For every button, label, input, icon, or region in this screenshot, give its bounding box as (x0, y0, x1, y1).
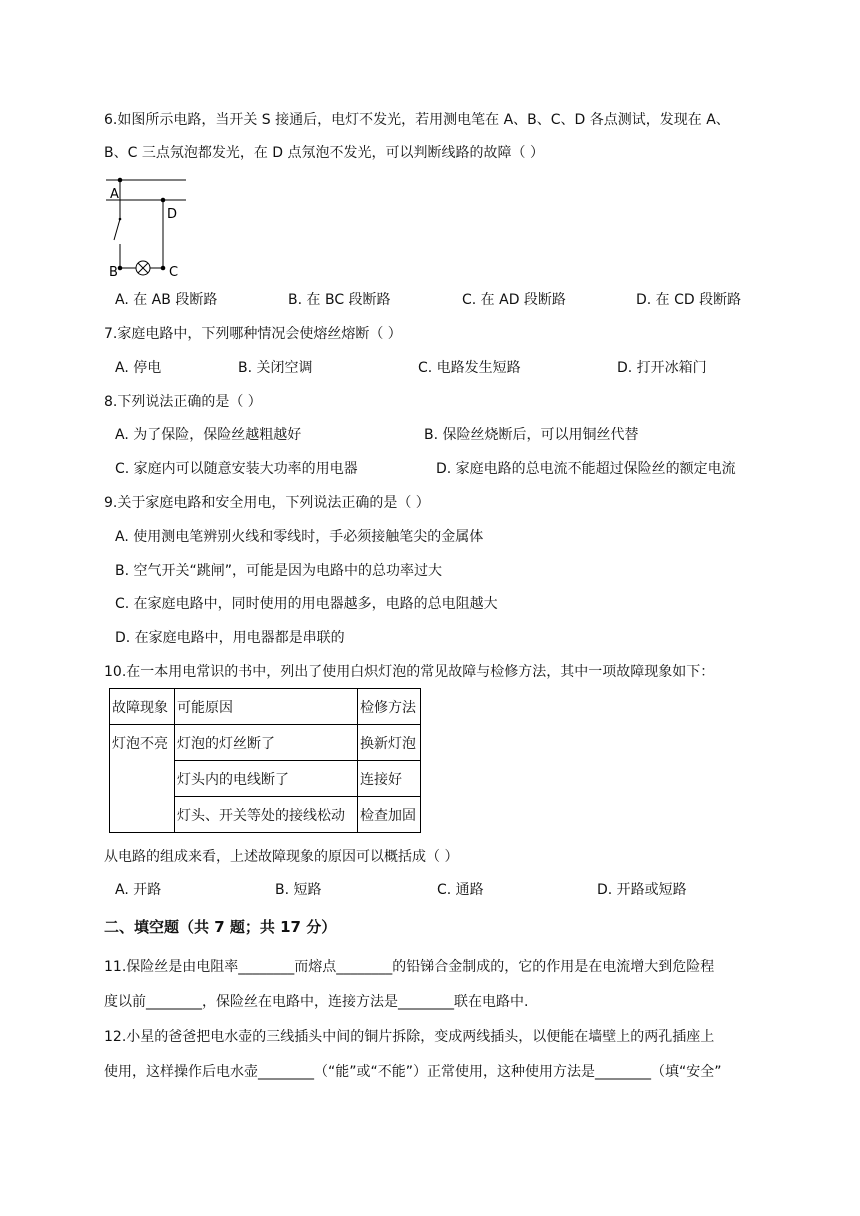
q7-stem: 7.家庭电路中，下列哪种情况会使熔丝熔断（ ） (104, 326, 402, 342)
table-header-cause: 可能原因 (175, 689, 358, 725)
q9-option-b[interactable]: B. 空气开关“跳闸”，可能是因为电路中的总功率过大 (115, 563, 443, 579)
q10-stem: 10.在一本用电常识的书中，列出了使用白炽灯泡的常见故障与检修方法，其中一项故障现象如下： (104, 664, 715, 680)
q7-option-a[interactable]: A. 停电 (115, 360, 162, 376)
q8-option-b[interactable]: B. 保险丝烧断后，可以用铜丝代替 (424, 427, 639, 443)
label-b: B (109, 265, 118, 278)
table-cell-cause: 灯泡的灯丝断了 (175, 725, 358, 761)
q6-stem-line2: B、C 三点氖泡都发光，在 D 点氖泡不发光，可以判断线路的故障（ ） (104, 145, 544, 161)
q7-option-b[interactable]: B. 关闭空调 (238, 360, 313, 376)
q10-after-text: 从电路的组成来看，上述故障现象的原因可以概括成（ ） (104, 849, 459, 865)
q6-circuit-figure (104, 172, 194, 278)
q10-option-a[interactable]: A. 开路 (115, 882, 162, 898)
q9-option-c[interactable]: C. 在家庭电路中，同时使用的用电器越多，电路的总电阻越大 (115, 596, 498, 612)
q9-stem: 9.关于家庭电路和安全用电，下列说法正确的是（ ） (104, 495, 430, 511)
q10-option-b[interactable]: B. 短路 (275, 882, 322, 898)
q9-option-a[interactable]: A. 使用测电笔辨别火线和零线时，手必须接触笔尖的金属体 (115, 529, 484, 545)
q8-option-c[interactable]: C. 家庭内可以随意安装大功率的用电器 (115, 461, 358, 477)
label-c: C (169, 265, 179, 278)
q8-option-a[interactable]: A. 为了保险，保险丝越粗越好 (115, 427, 302, 443)
table-cell-fix: 换新灯泡 (358, 725, 421, 761)
q8-stem: 8.下列说法正确的是（ ） (104, 394, 262, 410)
label-d: D (167, 207, 178, 222)
q10-option-c[interactable]: C. 通路 (437, 882, 484, 898)
q11-line1: 11.保险丝是由电阻率________而熔点________的铅锑合金制成的，它的作用是在电流增大到危险程 (104, 959, 715, 975)
q11-line2: 度以前________，保险丝在电路中，连接方法是________联在电路中. (104, 994, 529, 1010)
table-header-phenomenon: 故障现象 (110, 689, 175, 725)
fault-table (109, 688, 421, 833)
table-row (110, 725, 421, 761)
q6-option-d[interactable]: D. 在 CD 段断路 (636, 292, 742, 308)
q6-option-b[interactable]: B. 在 BC 段断路 (288, 292, 391, 308)
table-cell-cause: 灯头、开关等处的接线松动 (175, 797, 358, 833)
label-a: A (110, 187, 119, 202)
q6-option-c[interactable]: C. 在 AD 段断路 (462, 292, 566, 308)
q12-line2: 使用，这样操作后电水壶________（“能”或“不能”）正常使用，这种使用方法是________（填“安全” (104, 1064, 722, 1080)
q6-option-a[interactable]: A. 在 AB 段断路 (115, 292, 218, 308)
table-cell-fix: 连接好 (358, 761, 421, 797)
q7-option-c[interactable]: C. 电路发生短路 (418, 360, 521, 376)
table-cell-cause: 灯头内的电线断了 (175, 761, 358, 797)
table-row (110, 689, 421, 725)
table-cell-phenomenon: 灯泡不亮 (110, 725, 175, 833)
table-cell-fix: 检查加固 (358, 797, 421, 833)
q8-option-d[interactable]: D. 家庭电路的总电流不能超过保险丝的额定电流 (436, 461, 736, 477)
table-header-fix: 检修方法 (358, 689, 421, 725)
section-title: 二、填空题（共 7 题；共 17 分） (104, 918, 337, 936)
q10-option-d[interactable]: D. 开路或短路 (597, 882, 687, 898)
q12-line1: 12.小星的爸爸把电水壶的三线插头中间的铜片拆除，变成两线插头，以便能在墙壁上的两孔插座上 (104, 1029, 715, 1045)
q9-option-d[interactable]: D. 在家庭电路中，用电器都是串联的 (115, 630, 345, 646)
q7-option-d[interactable]: D. 打开冰箱门 (617, 360, 707, 376)
q6-stem-line1: 6.如图所示电路，当开关 S 接通后，电灯不发光，若用测电笔在 A、B、C、D 各点测试，发现在 A、 (104, 112, 730, 128)
